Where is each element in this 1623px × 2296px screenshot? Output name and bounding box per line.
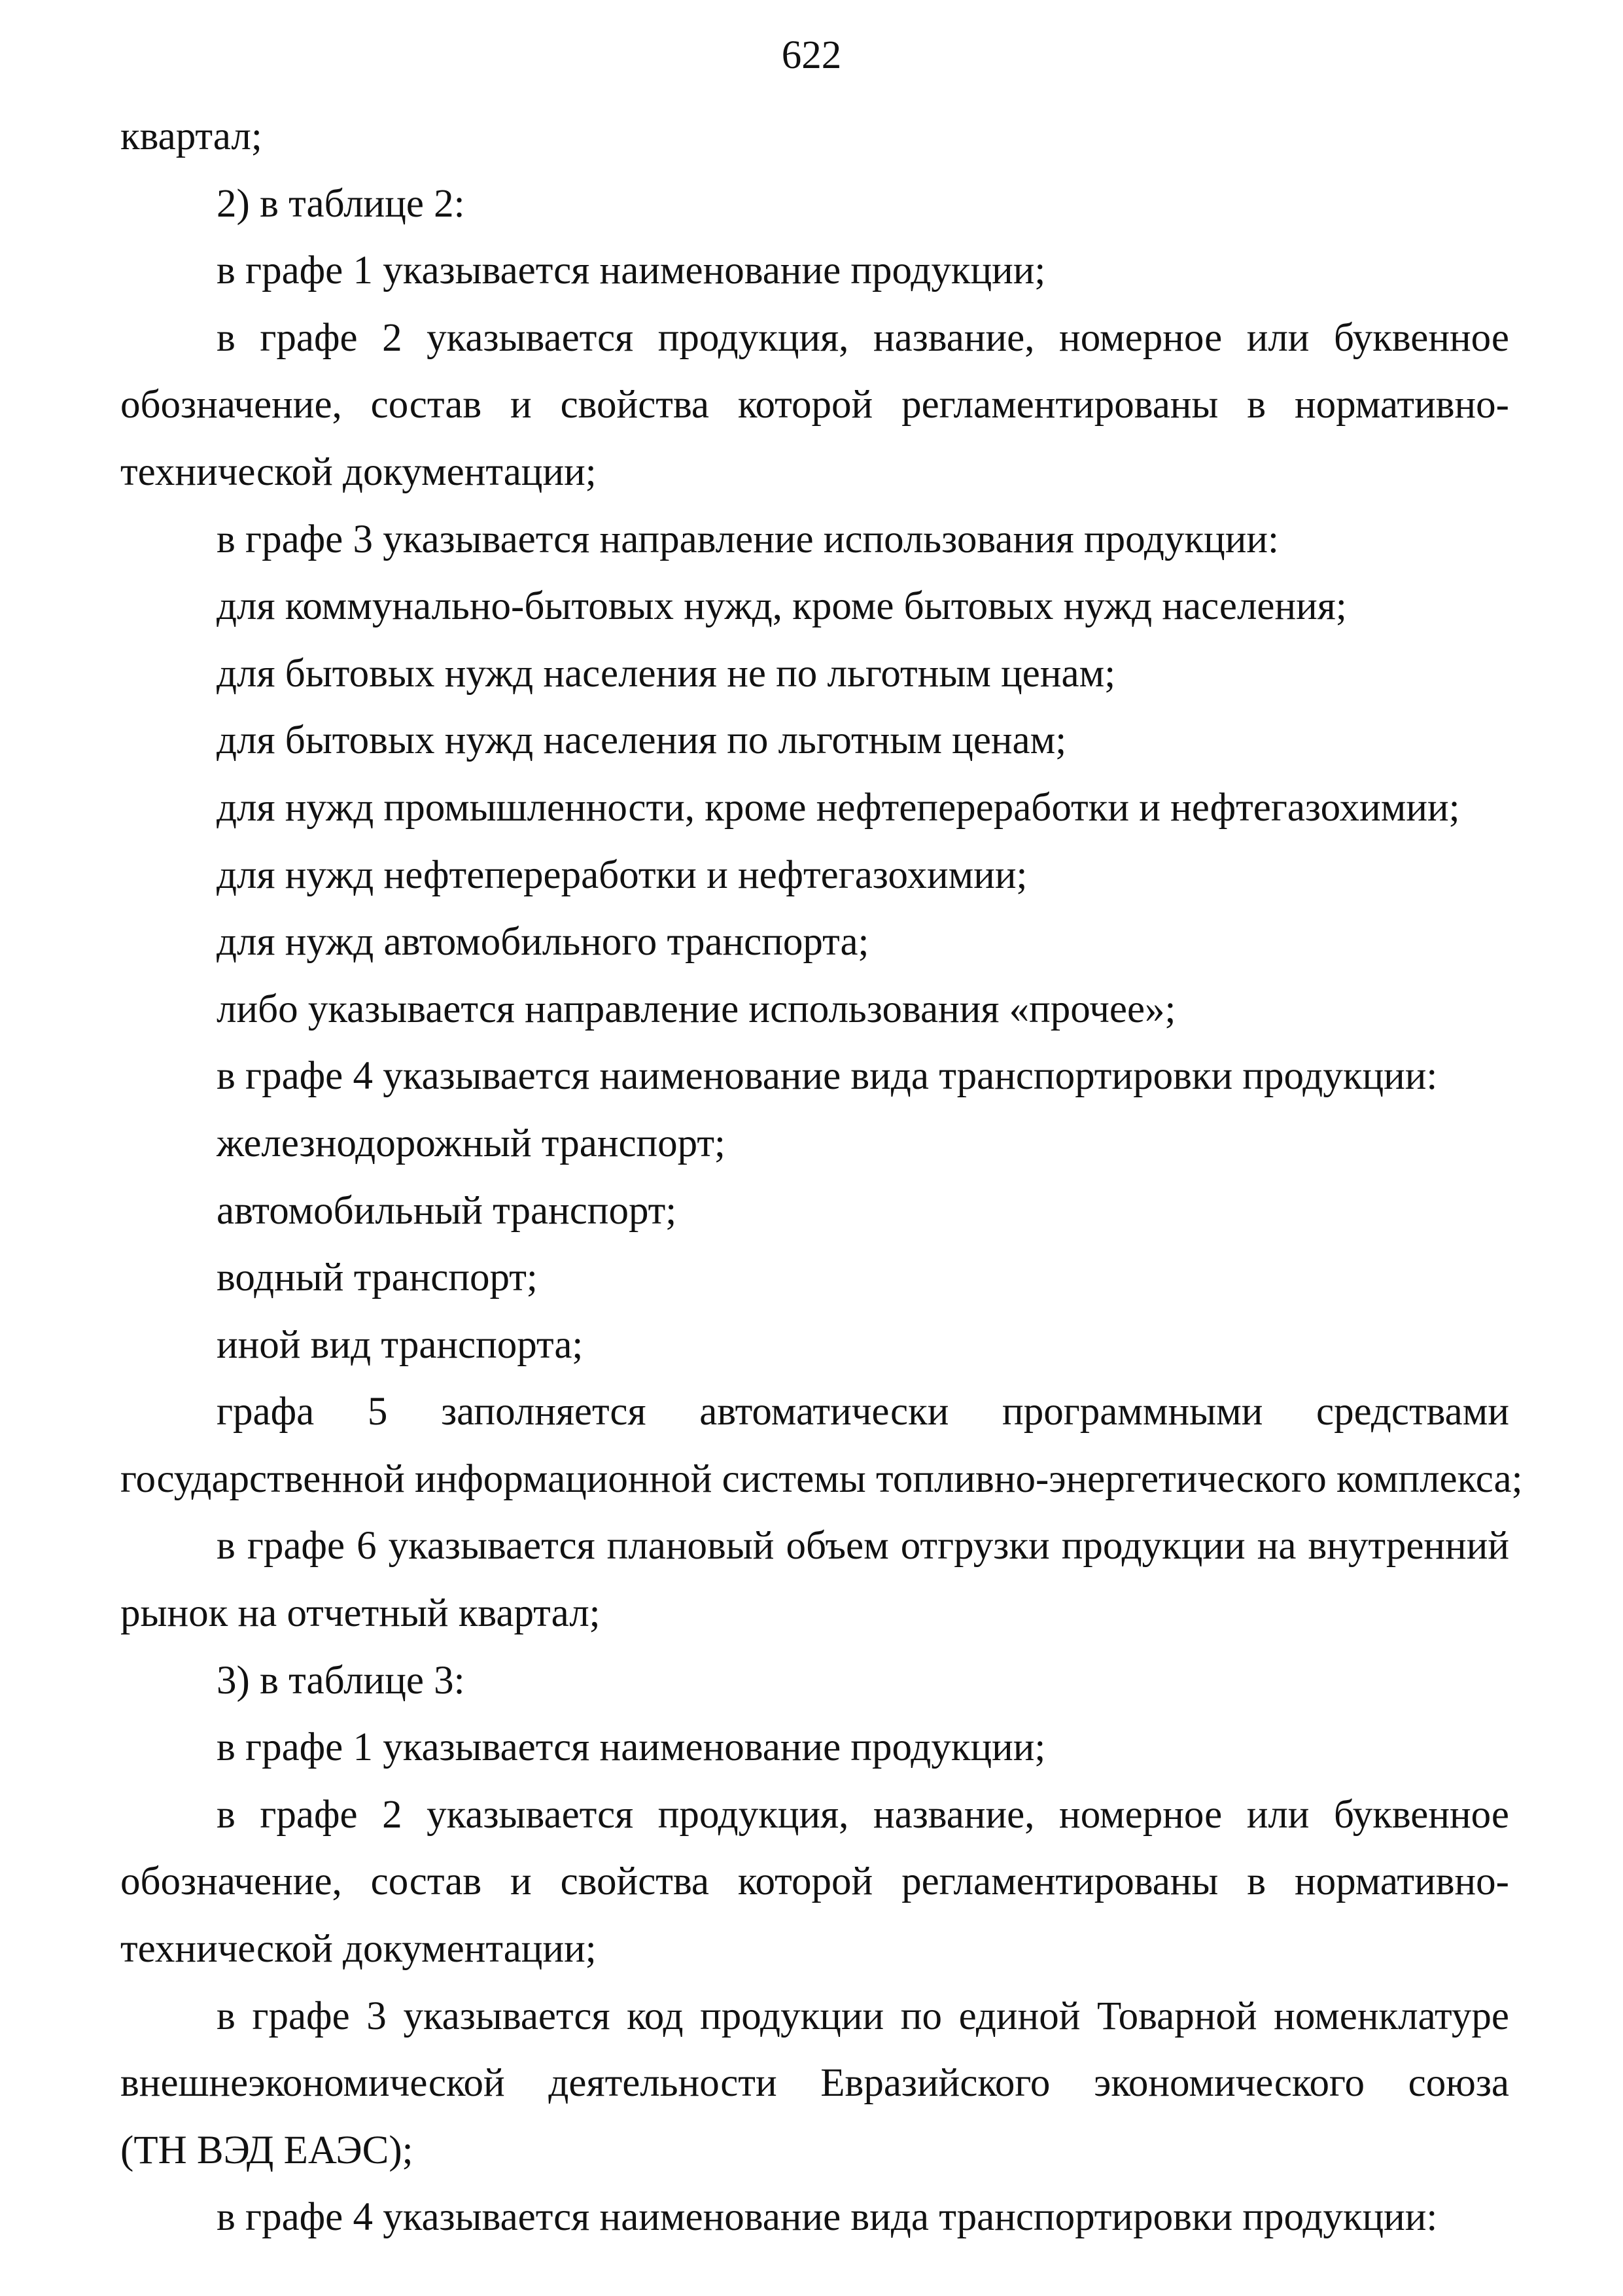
list-item: для нужд промышленности, кроме нефтепереработки и нефтегазохимии; xyxy=(217,785,1460,830)
text-line: в графе 3 указывается направление использования продукции: xyxy=(217,517,1279,561)
list-item: автомобильный транспорт; xyxy=(217,1188,677,1233)
text-line: в графе 2 указывается продукция, название, номерное или буквенное xyxy=(217,315,1509,360)
list-item: водный транспорт; xyxy=(217,1256,538,1300)
section-heading: 3) в таблице 3: xyxy=(217,1658,465,1703)
text-line: графа 5 заполняется автоматически программными средствами xyxy=(217,1390,1509,1434)
text-line: в графе 4 указывается наименование вида транспортировки продукции: xyxy=(217,2195,1438,2240)
list-item: для коммунально-бытовых нужд, кроме бытовых нужд населения; xyxy=(217,584,1347,629)
text-line: государственной информационной системы топливно-энергетического комплекса; xyxy=(120,1457,1523,1501)
page-number: 622 xyxy=(781,33,842,77)
section-heading: 2) в таблице 2: xyxy=(217,181,465,226)
text-line: в графе 1 указывается наименование продукции; xyxy=(217,249,1046,293)
text-line: (ТН ВЭД ЕАЭС); xyxy=(120,2128,413,2172)
text-line: технической документации; xyxy=(120,1927,597,1971)
text-line: в графе 1 указывается наименование продукции; xyxy=(217,1725,1046,1770)
text-line: рынок на отчетный квартал; xyxy=(120,1591,601,1636)
list-item: для бытовых нужд населения по льготным ценам; xyxy=(217,718,1067,763)
list-item: иной вид транспорта; xyxy=(217,1322,584,1367)
text-line: в графе 4 указывается наименование вида транспортировки продукции: xyxy=(217,1054,1438,1099)
list-item: для бытовых нужд населения не по льготным ценам; xyxy=(217,651,1116,696)
text-line: в графе 2 указывается продукция, название, номерное или буквенное xyxy=(217,1792,1509,1837)
list-item: для нужд нефтепереработки и нефтегазохимии; xyxy=(217,853,1028,897)
text-line: технической документации; xyxy=(120,450,597,494)
list-item: железнодорожный транспорт; xyxy=(217,1121,725,1165)
text-line: внешнеэкономической деятельности Евразийского экономического союза xyxy=(120,2061,1509,2106)
list-item: либо указывается направление использования «прочее»; xyxy=(217,987,1176,1031)
text-line: в графе 3 указывается код продукции по единой Товарной номенклатуре xyxy=(217,1994,1509,2038)
list-item: для нужд автомобильного транспорта; xyxy=(217,920,869,964)
text-line: в графе 6 указывается плановый объем отгрузки продукции на внутренний xyxy=(217,1524,1509,1568)
text-line: обозначение, состав и свойства которой регламентированы в нормативно- xyxy=(120,1860,1509,1904)
text-line: обозначение, состав и свойства которой регламентированы в нормативно- xyxy=(120,383,1509,427)
document-body xyxy=(120,103,1523,2252)
text-line: квартал; xyxy=(120,115,262,158)
